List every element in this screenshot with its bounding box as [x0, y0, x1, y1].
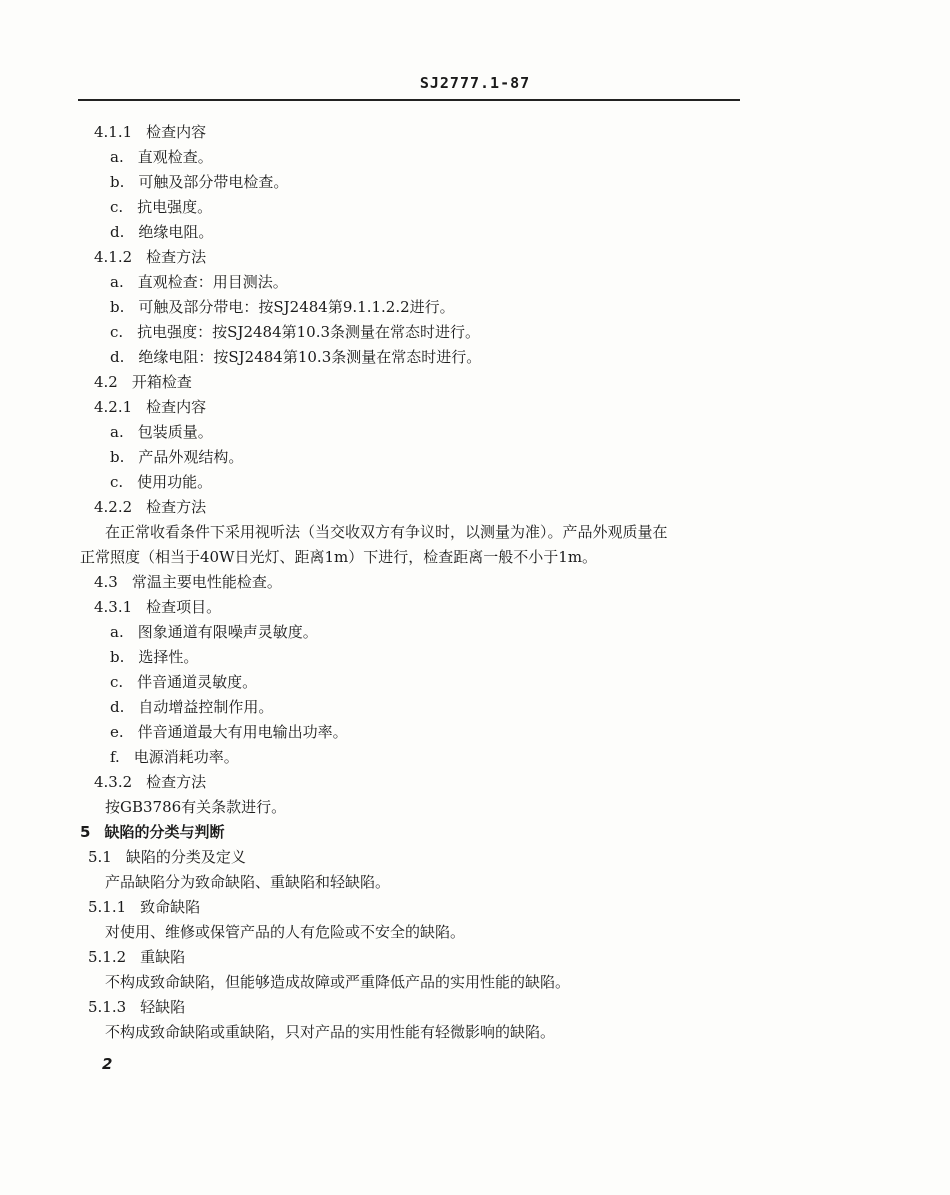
list-item	[110, 272, 288, 292]
list-marker: b.	[110, 648, 125, 666]
list-item-text: 直观检查：用目测法。	[137, 273, 288, 291]
section-4-2-1-heading	[94, 397, 206, 417]
list-item	[110, 222, 213, 242]
list-marker: b.	[110, 448, 125, 466]
list-item-text: 可触及部分带电检查。	[138, 173, 289, 191]
section-title: 检查方法	[146, 773, 207, 791]
header-rule	[78, 99, 740, 101]
list-item-text: 绝缘电阻。	[138, 223, 214, 241]
list-marker: d.	[110, 698, 125, 716]
list-item-text: 抗电强度：按SJ2484第10.3条测量在常态时进行。	[137, 323, 481, 341]
list-item	[110, 622, 318, 642]
section-title: 检查方法	[146, 498, 207, 516]
page-number: 2	[102, 1055, 113, 1073]
list-item-text: 图象通道有限噪声灵敏度。	[137, 623, 318, 641]
section-title: 缺陷的分类及定义	[125, 848, 246, 866]
list-marker: a.	[110, 623, 124, 641]
list-item	[110, 747, 239, 767]
section-4-3-heading	[94, 572, 282, 592]
list-item	[110, 672, 257, 692]
list-marker: e.	[110, 723, 124, 741]
section-number: 4.3	[94, 573, 118, 591]
list-item	[110, 172, 288, 192]
list-marker: c.	[110, 473, 124, 491]
list-marker: c.	[110, 198, 124, 216]
list-item	[110, 347, 481, 367]
section-title: 检查方法	[146, 248, 207, 266]
section-4-3-2-heading	[94, 772, 206, 792]
paragraph-line: 不构成致命缺陷或重缺陷，只对产品的实用性能有轻微影响的缺陷。	[105, 1023, 556, 1041]
section-5-1-2-heading	[88, 947, 185, 967]
section-4-1-2-heading	[94, 247, 206, 267]
section-title: 致命缺陷	[140, 898, 201, 916]
list-marker: c.	[110, 673, 124, 691]
list-item-text: 伴音通道最大有用电输出功率。	[137, 723, 348, 741]
list-item-text: 选择性。	[138, 648, 199, 666]
list-item-text: 电源消耗功率。	[133, 748, 239, 766]
list-marker: f.	[110, 748, 120, 766]
list-item	[110, 697, 273, 717]
section-title: 重缺陷	[140, 948, 186, 966]
section-title: 检查项目。	[146, 598, 222, 616]
section-number: 4.3.1	[94, 598, 133, 616]
section-number: 5.1	[88, 848, 112, 866]
list-item	[110, 197, 212, 217]
section-title: 检查内容	[146, 123, 207, 141]
list-marker: c.	[110, 323, 124, 341]
section-5-1-1-heading	[88, 897, 200, 917]
section-title: 常温主要电性能检查。	[131, 573, 282, 591]
header-code: SJ2777.1-87	[419, 74, 531, 92]
section-number: 4.1.2	[94, 248, 133, 266]
list-item	[110, 647, 198, 667]
section-5-heading	[80, 822, 224, 842]
list-marker: a.	[110, 273, 124, 291]
section-number: 4.3.2	[94, 773, 133, 791]
list-item-text: 自动增益控制作用。	[138, 698, 274, 716]
list-item-text: 产品外观结构。	[138, 448, 244, 466]
section-number: 4.2	[94, 373, 118, 391]
list-item	[110, 722, 348, 742]
list-marker: d.	[110, 348, 125, 366]
list-item-text: 使用功能。	[137, 473, 213, 491]
section-title: 缺陷的分类与判断	[104, 823, 225, 841]
section-number: 4.1.1	[94, 123, 133, 141]
list-item	[110, 447, 243, 467]
section-4-3-1-heading	[94, 597, 221, 617]
section-number: 5	[80, 823, 91, 841]
list-marker: d.	[110, 223, 125, 241]
list-item-text: 伴音通道灵敏度。	[137, 673, 258, 691]
section-number: 5.1.1	[88, 898, 127, 916]
list-marker: a.	[110, 423, 124, 441]
paragraph-line: 对使用、维修或保管产品的人有危险或不安全的缺陷。	[105, 923, 466, 941]
section-number: 5.1.2	[88, 948, 127, 966]
list-marker: a.	[110, 148, 124, 166]
section-number: 4.2.2	[94, 498, 133, 516]
list-item-text: 抗电强度。	[137, 198, 213, 216]
section-4-2-2-heading	[94, 497, 206, 517]
list-item-text: 直观检查。	[137, 148, 213, 166]
list-marker: b.	[110, 298, 125, 316]
list-item	[110, 322, 480, 342]
list-item-text: 可触及部分带电：按SJ2484第9.1.1.2.2进行。	[138, 298, 455, 316]
list-item	[110, 422, 213, 442]
paragraph-line: 在正常收看条件下采用视听法（当交收双方有争议时，以测量为准）。产品外观质量在	[105, 523, 668, 541]
list-marker: b.	[110, 173, 125, 191]
section-title: 开箱检查	[131, 373, 192, 391]
paragraph-line: 不构成致命缺陷，但能够造成故障或严重降低产品的实用性能的缺陷。	[105, 973, 571, 991]
paragraph-line: 按GB3786有关条款进行。	[105, 798, 287, 816]
list-item	[110, 147, 213, 167]
section-5-1-3-heading	[88, 997, 185, 1017]
list-item	[110, 472, 212, 492]
section-title: 检查内容	[146, 398, 207, 416]
list-item-text: 包装质量。	[137, 423, 213, 441]
section-4-1-1-heading	[94, 122, 206, 142]
paragraph-line: 产品缺陷分为致命缺陷、重缺陷和轻缺陷。	[105, 873, 391, 891]
section-5-1-heading	[88, 847, 246, 867]
section-title: 轻缺陷	[140, 998, 186, 1016]
list-item	[110, 297, 455, 317]
section-4-2-heading	[94, 372, 192, 392]
paragraph-line: 正常照度（相当于40W日光灯、距离1m）下进行，检查距离一般不小于1m。	[80, 548, 598, 566]
list-item-text: 绝缘电阻：按SJ2484第10.3条测量在常态时进行。	[138, 348, 482, 366]
section-number: 4.2.1	[94, 398, 133, 416]
section-number: 5.1.3	[88, 998, 127, 1016]
